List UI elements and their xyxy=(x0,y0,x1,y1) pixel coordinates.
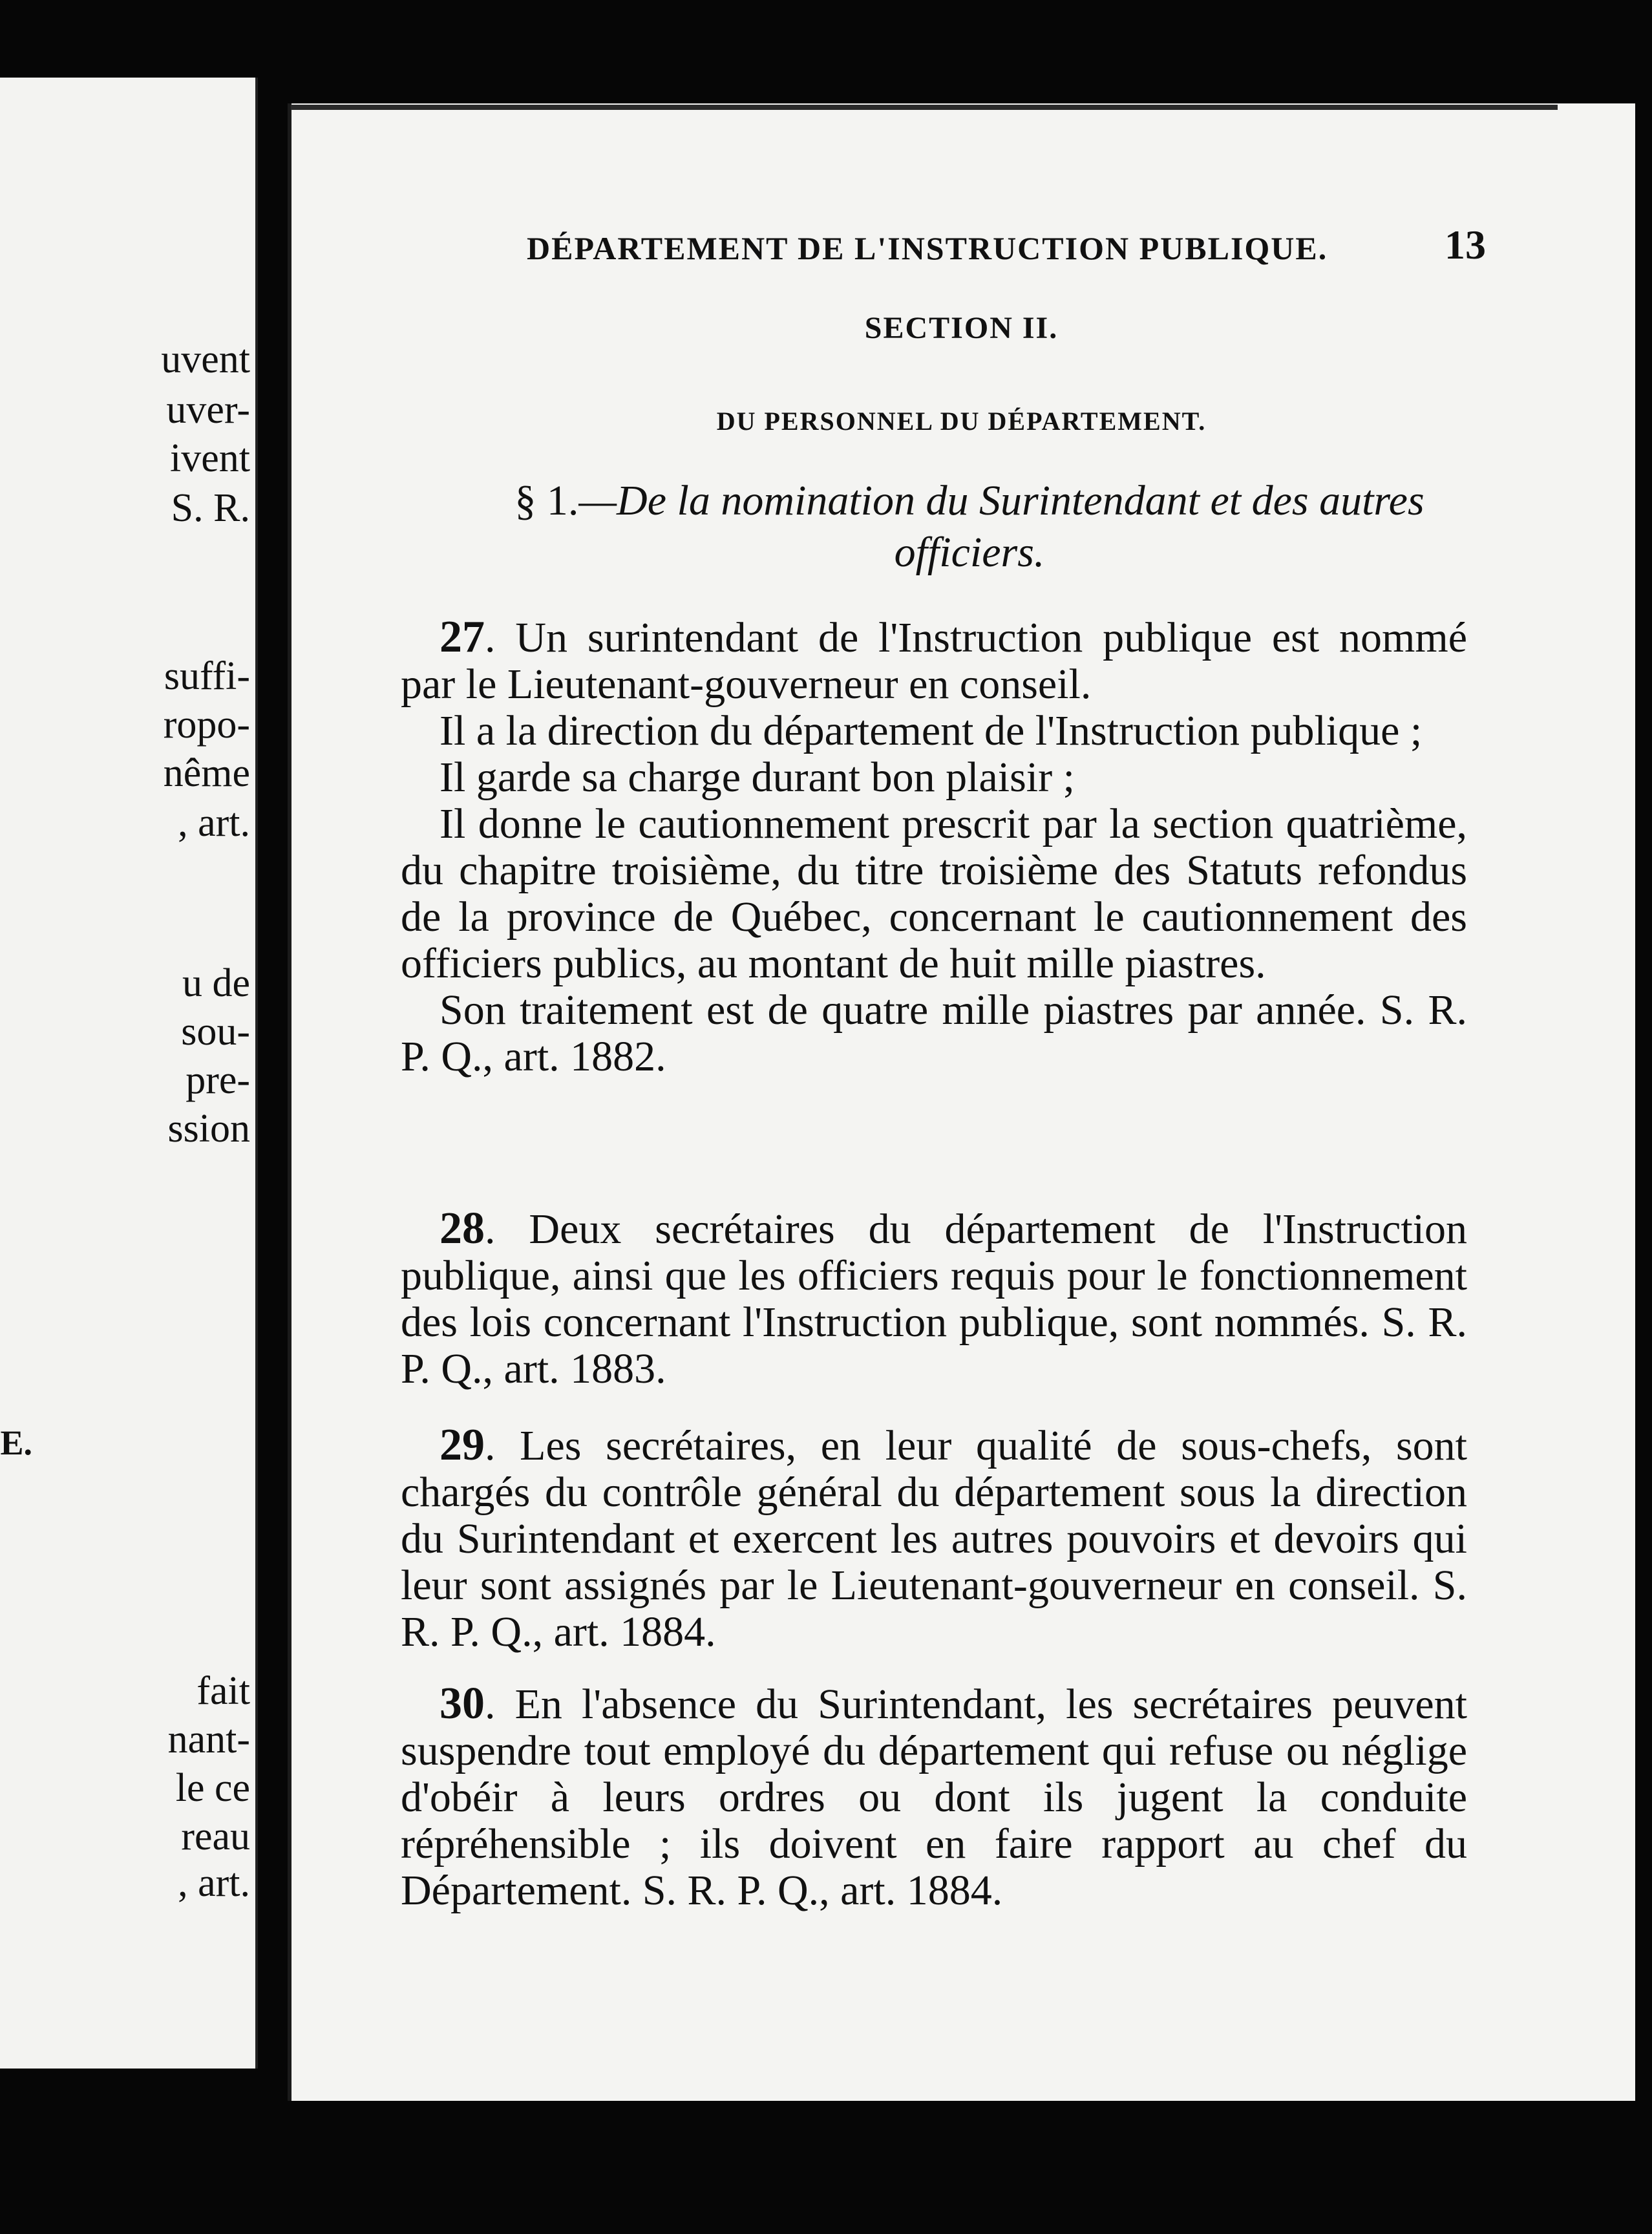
article-29 xyxy=(401,1422,1467,1655)
article-text: Il donne le cautionnement prescrit par la section quatrième, du chapitre troisième, du titre troisième des Statuts refondus de la province de Québec, concernant le cautionnement des officiers publics, au montant de huit mille piastres. xyxy=(401,800,1467,987)
page-top-edge xyxy=(291,105,1558,110)
book-page xyxy=(288,103,1635,2101)
article-28 xyxy=(401,1206,1467,1392)
article-30 xyxy=(401,1681,1467,1914)
page-number: 13 xyxy=(1445,222,1486,268)
running-title: DÉPARTEMENT DE L'INSTRUCTION PUBLIQUE. xyxy=(527,230,1328,266)
article-number-dot: . xyxy=(485,1422,520,1469)
left-page-line: ropo- xyxy=(163,703,250,747)
left-page-line: nant- xyxy=(167,1718,250,1761)
article-number: 29 xyxy=(439,1420,485,1470)
left-page-line: uvent xyxy=(161,337,250,381)
left-page-line: suffi- xyxy=(164,654,250,698)
article-text: Un surintendant de l'Instruction publique est nommé par le Lieutenant-gouverneur en conseil. xyxy=(401,614,1467,708)
left-page-line: E. xyxy=(0,1423,32,1462)
left-page-line: sou- xyxy=(181,1010,250,1054)
article-number: 28 xyxy=(439,1204,485,1253)
paragraph-heading-text: —De la nomination du Surintendant et des autres officiers. xyxy=(578,477,1424,576)
left-page-line: le ce xyxy=(175,1766,250,1810)
article-text: En l'absence du Surintendant, les secrétaires peuvent suspendre tout employé du département qui refuse ou néglige d'obéir à leurs ordres ou dont ils jugent la conduite répréhensible ; ils doivent en faire rapport au chef du Département. S. R. P. Q., art. 1884. xyxy=(401,1681,1468,1914)
left-page-line: pre- xyxy=(185,1058,250,1102)
left-page-line: ssion xyxy=(167,1107,250,1151)
article-number-dot: . xyxy=(485,1681,515,1728)
left-page-line: ivent xyxy=(170,436,250,480)
paragraph-symbol: § 1. xyxy=(514,477,579,524)
left-page-line: uver- xyxy=(166,388,250,432)
article-number: 27 xyxy=(439,612,485,662)
paragraph-heading xyxy=(469,475,1470,579)
article-number: 30 xyxy=(439,1679,485,1729)
article-text: Son traitement est de quatre mille piastres par année. S. R. P. Q., art. 1882. xyxy=(401,986,1467,1080)
article-27 xyxy=(401,614,1467,1080)
article-text: Il garde sa charge durant bon plaisir ; xyxy=(439,754,1075,801)
article-text: Les secrétaires, en leur qualité de sous-chefs, sont chargés du contrôle général du département sous la direction du Surintendant et exercent les autres pouvoirs et devoirs qui leur sont assignés par le Lieutenant-gouverneur en conseil. S. R. P. Q., art. 1884. xyxy=(401,1422,1467,1655)
section-title: SECTION II. xyxy=(864,311,1059,345)
article-text: Il a la direction du département de l'Instruction publique ; xyxy=(439,707,1423,754)
left-page-line: S. R. xyxy=(171,486,250,530)
article-number-dot: . xyxy=(485,1206,529,1253)
left-page-line: fait xyxy=(196,1669,250,1713)
article-number-dot: . xyxy=(485,614,516,661)
left-page-line: reau xyxy=(181,1814,250,1858)
section-subtitle: DU PERSONNEL DU DÉPARTEMENT. xyxy=(716,407,1207,436)
article-text: Deux secrétaires du département de l'Instruction publique, ainsi que les officiers requis pour le fonctionnement des lois concernant l'Instruction publique, sont nommés. S. R. P. Q., art. 1883. xyxy=(401,1206,1467,1392)
left-page-line: , art. xyxy=(178,1861,250,1905)
previous-page-fragment xyxy=(0,78,258,2069)
left-page-line: u de xyxy=(182,961,250,1005)
left-page-line: , art. xyxy=(178,801,250,845)
left-page-line: nême xyxy=(163,751,250,795)
